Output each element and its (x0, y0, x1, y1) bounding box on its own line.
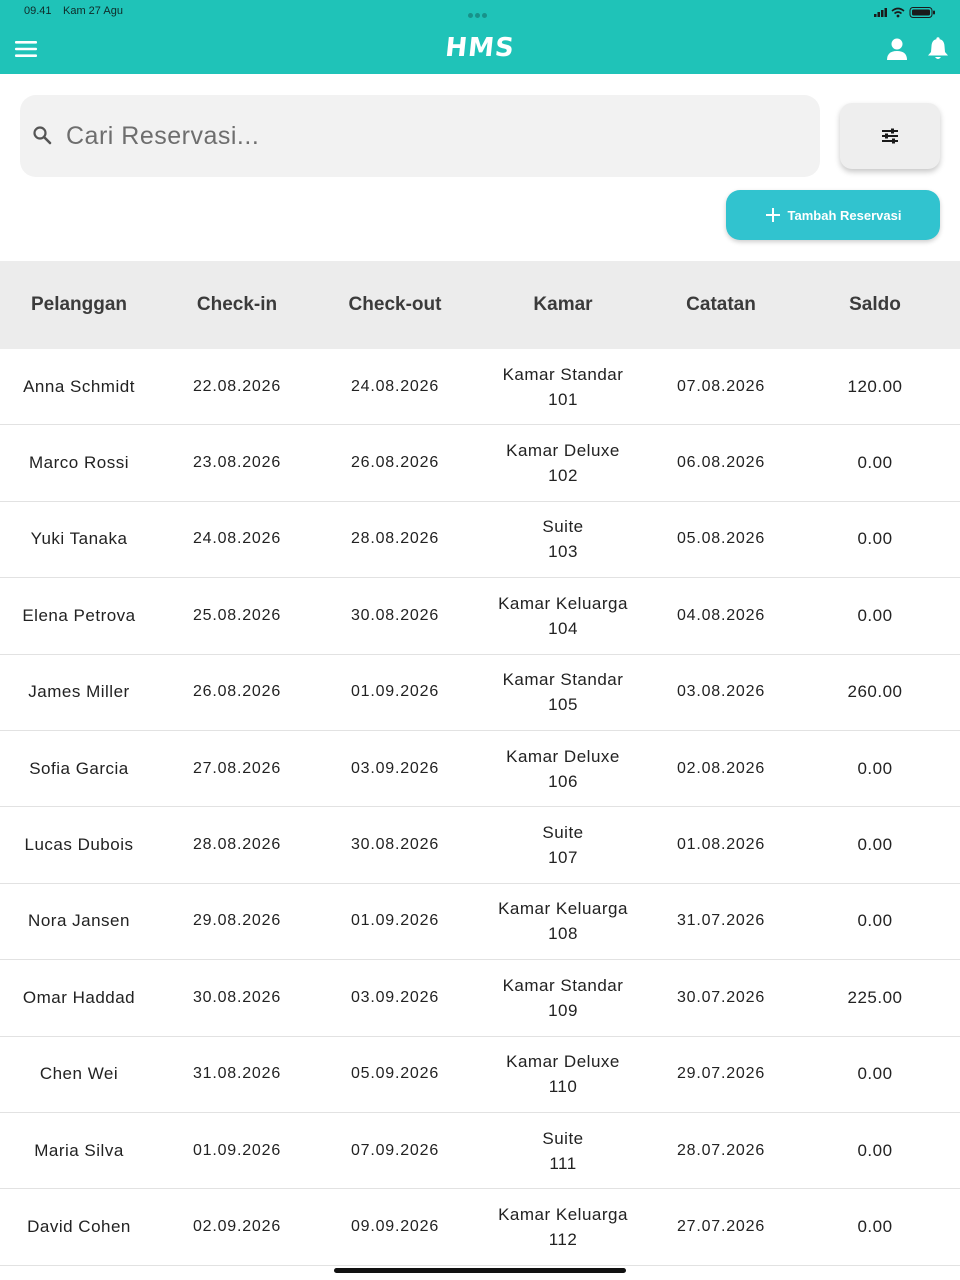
table-row[interactable] (0, 731, 960, 807)
check-out-date: 30.08.2026 (350, 606, 440, 624)
guest-name: Marco Rossi (29, 453, 129, 473)
table-body (0, 349, 960, 1266)
room-number: 110 (548, 1077, 578, 1097)
table-row[interactable] (0, 1113, 960, 1189)
status-date: Kam 27 Agu (63, 5, 123, 17)
room-type: Kamar Standar (502, 670, 624, 690)
room-number: 112 (548, 1229, 578, 1249)
check-in-date: 01.09.2026 (192, 1141, 282, 1159)
note-date: 01.08.2026 (676, 836, 766, 854)
add-reservation-label: Tambah Reservasi (787, 207, 902, 223)
note-date: 29.07.2026 (676, 1065, 766, 1083)
add-reservation-button[interactable] (726, 190, 940, 240)
room-type: Kamar Keluarga (498, 593, 628, 613)
search-bar (20, 95, 820, 177)
balance: 0.00 (857, 835, 893, 855)
check-out-date: 30.08.2026 (350, 836, 440, 854)
room-number: 111 (549, 1153, 577, 1173)
room-type: Kamar Standar (502, 364, 624, 384)
reservations-table (0, 261, 960, 1266)
check-in-date: 31.08.2026 (192, 1065, 282, 1083)
room-number: 103 (548, 542, 578, 562)
app-logo: HMS (443, 33, 517, 63)
room-number: 102 (548, 466, 578, 486)
room-cell (474, 667, 652, 717)
room-number: 108 (548, 924, 578, 944)
status-bar (0, 0, 960, 24)
check-out-date: 07.09.2026 (350, 1141, 440, 1159)
room-type: Kamar Standar (502, 975, 624, 995)
table-row[interactable] (0, 1037, 960, 1113)
balance: 0.00 (857, 1140, 893, 1160)
balance: 0.00 (857, 758, 893, 778)
header-saldo[interactable]: Saldo (849, 294, 901, 315)
room-number: 106 (548, 771, 578, 791)
note-date: 06.08.2026 (676, 454, 766, 472)
search-icon (32, 125, 52, 145)
header-catatan[interactable]: Catatan (686, 294, 756, 315)
note-date: 04.08.2026 (676, 606, 766, 624)
status-time: 09.41 (24, 5, 52, 17)
room-cell (474, 896, 652, 946)
table-row[interactable] (0, 960, 960, 1036)
check-in-date: 27.08.2026 (192, 759, 282, 777)
check-in-date: 25.08.2026 (192, 606, 282, 624)
header-pelanggan[interactable]: Pelanggan (30, 294, 128, 315)
room-number: 109 (548, 1000, 578, 1020)
note-date: 03.08.2026 (676, 683, 766, 701)
guest-name: Lucas Dubois (24, 835, 134, 855)
room-type: Kamar Keluarga (498, 1204, 628, 1224)
note-date: 07.08.2026 (676, 377, 766, 395)
room-number: 105 (548, 695, 578, 715)
home-indicator[interactable] (334, 1268, 626, 1273)
room-type: Suite (542, 517, 584, 537)
table-row[interactable] (0, 425, 960, 501)
note-date: 02.08.2026 (676, 759, 766, 777)
guest-name: Maria Silva (34, 1140, 124, 1160)
guest-name: Chen Wei (39, 1064, 119, 1084)
note-date: 27.07.2026 (676, 1217, 766, 1235)
table-row[interactable] (0, 578, 960, 654)
filter-button[interactable] (840, 103, 940, 169)
system-status-icons (872, 5, 938, 19)
user-icon[interactable] (884, 36, 910, 62)
balance: 260.00 (847, 682, 903, 702)
guest-name: David Cohen (27, 1216, 131, 1236)
balance: 0.00 (857, 911, 893, 931)
check-in-date: 30.08.2026 (192, 988, 282, 1006)
check-out-date: 03.09.2026 (350, 759, 440, 777)
guest-name: Yuki Tanaka (30, 529, 128, 549)
room-type: Suite (542, 823, 584, 843)
check-in-date: 22.08.2026 (192, 377, 282, 395)
check-in-date: 23.08.2026 (192, 454, 282, 472)
check-out-date: 05.09.2026 (350, 1065, 440, 1083)
room-type: Suite (542, 1128, 584, 1148)
table-row[interactable] (0, 1189, 960, 1265)
room-cell (474, 362, 652, 412)
table-row[interactable] (0, 655, 960, 731)
room-cell (474, 591, 652, 641)
table-row[interactable] (0, 884, 960, 960)
table-row[interactable] (0, 502, 960, 578)
app-bar (0, 24, 960, 74)
room-cell (474, 1202, 652, 1252)
check-out-date: 09.09.2026 (350, 1217, 440, 1235)
search-input[interactable] (66, 113, 806, 159)
balance: 0.00 (857, 1216, 893, 1236)
room-number: 104 (548, 618, 578, 638)
table-row[interactable] (0, 349, 960, 425)
bell-icon[interactable] (925, 36, 951, 62)
check-out-date: 01.09.2026 (350, 912, 440, 930)
room-number: 107 (548, 848, 578, 868)
room-number: 101 (548, 389, 578, 409)
check-out-date: 01.09.2026 (350, 683, 440, 701)
guest-name: Elena Petrova (22, 605, 136, 625)
room-cell (474, 973, 652, 1023)
balance: 0.00 (857, 529, 893, 549)
header-kamar[interactable]: Kamar (533, 294, 593, 315)
note-date: 30.07.2026 (676, 988, 766, 1006)
filter-icon (880, 127, 900, 145)
check-out-date: 24.08.2026 (350, 377, 440, 395)
balance: 0.00 (857, 605, 893, 625)
room-cell (474, 1049, 652, 1099)
room-cell (474, 514, 652, 564)
room-cell (474, 438, 652, 488)
plus-icon (765, 207, 781, 223)
room-type: Kamar Keluarga (498, 899, 628, 919)
note-date: 28.07.2026 (676, 1141, 766, 1159)
guest-name: Anna Schmidt (23, 376, 135, 396)
room-type: Kamar Deluxe (506, 1052, 620, 1072)
room-cell (474, 744, 652, 794)
balance: 0.00 (857, 453, 893, 473)
note-date: 31.07.2026 (676, 912, 766, 930)
room-cell (474, 820, 652, 870)
multitasking-dots[interactable] (468, 9, 492, 15)
check-in-date: 26.08.2026 (192, 683, 282, 701)
room-cell (474, 1126, 652, 1176)
balance: 120.00 (847, 376, 903, 396)
guest-name: James Miller (28, 682, 130, 702)
guest-name: Omar Haddad (22, 987, 136, 1007)
room-type: Kamar Deluxe (506, 441, 620, 461)
check-in-date: 28.08.2026 (192, 836, 282, 854)
check-out-date: 26.08.2026 (350, 454, 440, 472)
guest-name: Nora Jansen (28, 911, 130, 931)
table-header (0, 261, 960, 349)
room-type: Kamar Deluxe (506, 746, 620, 766)
check-in-date: 29.08.2026 (192, 912, 282, 930)
balance: 0.00 (857, 1064, 893, 1084)
menu-icon[interactable] (14, 38, 40, 60)
header-check-in[interactable]: Check-in (196, 294, 278, 315)
check-out-date: 03.09.2026 (350, 988, 440, 1006)
header-check-out[interactable]: Check-out (348, 294, 442, 315)
note-date: 05.08.2026 (676, 530, 766, 548)
check-in-date: 24.08.2026 (192, 530, 282, 548)
table-row[interactable] (0, 807, 960, 883)
guest-name: Sofia Garcia (29, 758, 129, 778)
balance: 225.00 (847, 987, 903, 1007)
check-in-date: 02.09.2026 (192, 1217, 282, 1235)
check-out-date: 28.08.2026 (350, 530, 440, 548)
